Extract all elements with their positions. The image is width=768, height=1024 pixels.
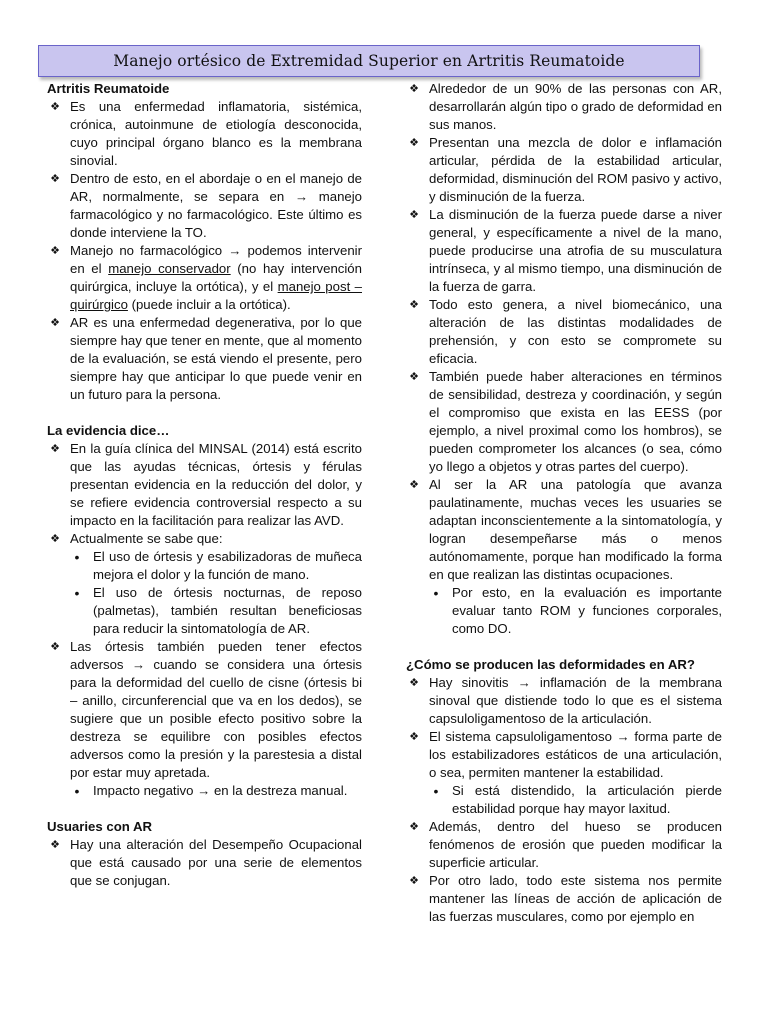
diamond-quad-bullet-icon: ❖ <box>409 136 419 149</box>
section-heading-deformidades: ¿Cómo se producen las deformidades en AR? <box>406 657 695 672</box>
filled-dot-bullet-icon: • <box>74 783 80 799</box>
list-item: ❖ Actualmente se sabe que: <box>47 530 362 548</box>
filled-dot-bullet-icon: • <box>74 549 80 565</box>
left-column <box>47 80 362 890</box>
list-item: ❖ También puede haber alteraciones en términos de sensibilidad, destreza y coordinación, y según el compromiso que exista en las EESS (por ejemplo, a nivel proximal como los hombros), se pueden comprometer los alcances (o sea, cómo yo llego a objetos y otras partes del cuerpo). <box>406 368 722 476</box>
right-column <box>406 80 722 926</box>
diamond-quad-bullet-icon: ❖ <box>409 298 419 311</box>
list-item: ❖ Además, dentro del hueso se producen fenómenos de erosión que pueden modificar la superficie articular. <box>406 818 722 872</box>
diamond-quad-bullet-icon: ❖ <box>50 100 60 113</box>
diamond-quad-bullet-icon: ❖ <box>409 82 419 95</box>
diamond-quad-bullet-icon: ❖ <box>409 676 419 689</box>
diamond-quad-bullet-icon: ❖ <box>50 532 60 545</box>
diamond-quad-bullet-icon: ❖ <box>50 316 60 329</box>
diamond-quad-bullet-icon: ❖ <box>50 442 60 455</box>
diamond-quad-bullet-icon: ❖ <box>409 370 419 383</box>
list-item: ❖ AR es una enfermedad degenerativa, por lo que siempre hay que tener en mente, que al momento de la evaluación, se está viendo el presente, pero siempre hay que anticipar lo que puede venir en un futuro para la persona. <box>47 314 362 404</box>
filled-dot-bullet-icon: • <box>433 783 439 799</box>
diamond-quad-bullet-icon: ❖ <box>409 820 419 833</box>
sub-list-item: • El uso de órtesis y esabilizadoras de muñeca mejora el dolor y la función de mano. <box>47 548 362 584</box>
underlined-term: manejo post – quirúrgico <box>70 279 362 312</box>
section-heading-artritis: Artritis Reumatoide <box>47 81 170 96</box>
list-item: ❖ Alrededor de un 90% de las personas con AR, desarrollarán algún tipo o grado de deformidad en sus manos. <box>406 80 722 134</box>
list-item: ❖ El sistema capsuloligamentoso → forma parte de los estabilizadores estáticos de una articulación, o sea, permiten mantener la estabilidad. <box>406 728 722 782</box>
filled-dot-bullet-icon: • <box>433 585 439 601</box>
sub-list-item: • Impacto negativo → en la destreza manual. <box>47 782 362 800</box>
list-item: ❖ Dentro de esto, en el abordaje o en el manejo de AR, normalmente, se separa en → manejo farmacológico y no farmacológico. Este último es donde interviene la TO. <box>47 170 362 242</box>
list-item: ❖ Manejo no farmacológico → podemos intervenir en el manejo conservador (no hay intervención quirúrgica, incluye la ortótica), y el manejo post – quirúrgico (puede incluir a la ortótica). <box>47 242 362 314</box>
sub-list-item: • Por esto, en la evaluación es importante evaluar tanto ROM y funciones corporales, como DO. <box>406 584 722 638</box>
diamond-quad-bullet-icon: ❖ <box>50 172 60 185</box>
document-title: Manejo ortésico de Extremidad Superior en Artritis Reumatoide <box>113 52 625 70</box>
diamond-quad-bullet-icon: ❖ <box>409 208 419 221</box>
diamond-quad-bullet-icon: ❖ <box>409 478 419 491</box>
diamond-quad-bullet-icon: ❖ <box>409 874 419 887</box>
list-item: ❖ En la guía clínica del MINSAL (2014) está escrito que las ayudas técnicas, órtesis y férulas presentan evidencia en la reducción del dolor, y se refiere evidencia controversial respecto a su impacto en la facilitación para realizar las AVD. <box>47 440 362 530</box>
filled-dot-bullet-icon: • <box>74 585 80 601</box>
diamond-quad-bullet-icon: ❖ <box>50 244 60 257</box>
sub-list-item: • El uso de órtesis nocturnas, de reposo (palmetas), también resultan beneficiosas para reducir la sintomatología de AR. <box>47 584 362 638</box>
underlined-term: manejo conservador <box>108 261 231 276</box>
document-title-banner <box>38 45 700 77</box>
list-item: ❖ Hay sinovitis → inflamación de la membrana sinoval que distiende todo lo que es el sistema capsuloligamentoso de la articulación. <box>406 674 722 728</box>
diamond-quad-bullet-icon: ❖ <box>50 640 60 653</box>
section-heading-evidencia: La evidencia dice… <box>47 423 170 438</box>
list-item: ❖ Todo esto genera, a nivel biomecánico, una alteración de las distintas modalidades de prehensión, y con esto se compromete su eficacia. <box>406 296 722 368</box>
list-item: ❖ Al ser la AR una patología que avanza paulatinamente, muchas veces les usuaries se adaptan inconscientemente a la sintomatología, y logran desempeñarse más o menos autónomamente, porque han modificado la forma en que realizan las distintas ocupaciones. <box>406 476 722 584</box>
list-item: ❖ Presentan una mezcla de dolor e inflamación articular, pérdida de la estabilidad articular, deformidad, disminución del ROM pasivo y activo, y disminución de la fuerza. <box>406 134 722 206</box>
list-item: ❖ La disminución de la fuerza puede darse a niver general, y específicamente a nivel de la mano, puede producirse una atrofia de su musculatura intrínseca, y al mismo tiempo, una disminución de la fuerza de garra. <box>406 206 722 296</box>
list-item: ❖ Las órtesis también pueden tener efectos adversos → cuando se considera una órtesis para la deformidad del cuello de cisne (órtesis bi – anillo, circunferencial que va en los dedos), se sugiere que un posible efecto positivo sobre la destreza se equilibre con posibles efectos adversos como la presión y la parestesia a distal por estar muy apretada. <box>47 638 362 782</box>
sub-list-item: • Si está distendido, la articulación pierde estabilidad porque hay mayor laxitud. <box>406 782 722 818</box>
section-heading-usuaries: Usuaries con AR <box>47 819 153 834</box>
diamond-quad-bullet-icon: ❖ <box>409 730 419 743</box>
list-item: ❖ Hay una alteración del Desempeño Ocupacional que está causado por una serie de elementos que se conjugan. <box>47 836 362 890</box>
list-item: ❖ Por otro lado, todo este sistema nos permite mantener las líneas de acción de aplicación de las fuerzas musculares, como por ejemplo en <box>406 872 722 926</box>
list-item: ❖ Es una enfermedad inflamatoria, sistémica, crónica, autoinmune de etiología desconocida, cuyo principal órgano blanco es la membrana sinovial. <box>47 98 362 170</box>
diamond-quad-bullet-icon: ❖ <box>50 838 60 851</box>
